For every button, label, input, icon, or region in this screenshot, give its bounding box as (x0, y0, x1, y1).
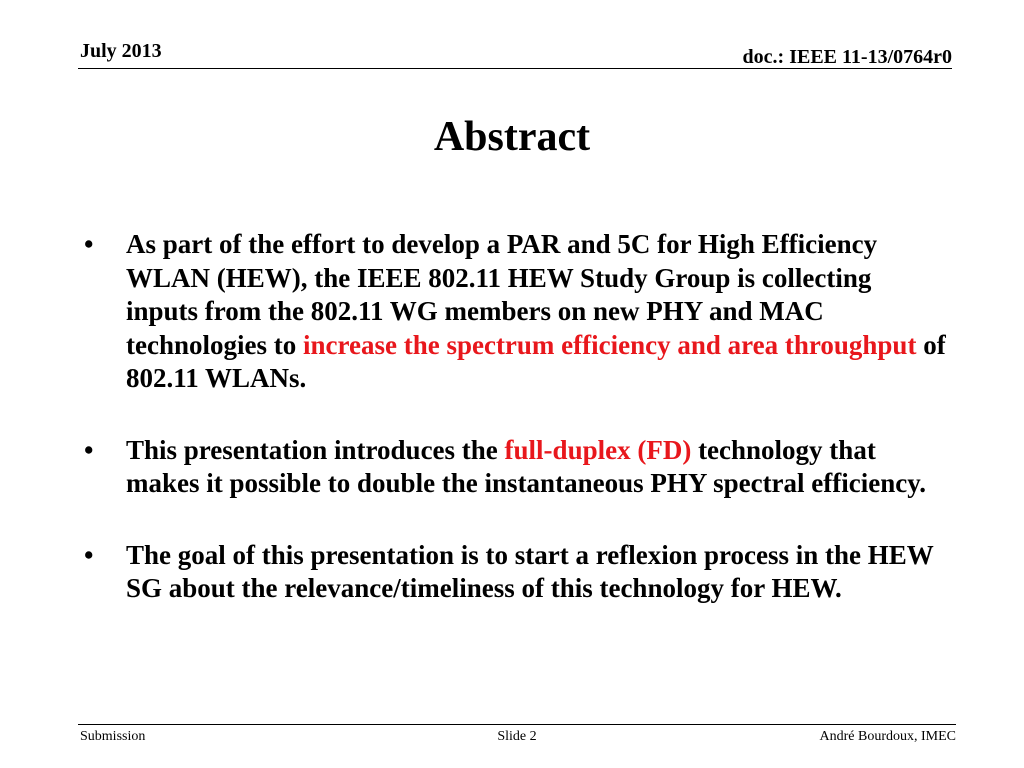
header-date: July 2013 (80, 40, 162, 62)
bullet-text-segment: This presentation introduces the (126, 434, 505, 465)
footer-author: André Bourdoux, IMEC (819, 729, 956, 744)
bullet-item (84, 434, 946, 501)
footer-divider (78, 724, 956, 725)
slide-title: Abstract (433, 114, 591, 160)
bullet-item (84, 228, 946, 396)
bullet-dot: • (84, 229, 94, 259)
bullet-text-segment: of 802.11 WLANs. (126, 329, 946, 393)
bullet-list (84, 228, 946, 644)
bullet-dot: • (84, 539, 94, 570)
bullet-text-segment: technology that makes it possible to double the instantaneous PHY spectral efficiency. (126, 434, 926, 498)
footer-slide-number: Slide 2 (497, 729, 537, 744)
footer-submission: Submission (80, 729, 146, 744)
bullet-highlight-segment: full-duplex (FD) (504, 434, 692, 465)
bullet-highlight-segment: increase the spectrum efficiency and area throughput (302, 329, 917, 360)
bullet-dot: • (84, 434, 94, 465)
bullet-item (84, 539, 946, 606)
header-doc-id: doc.: IEEE 11-13/0764r0 (742, 46, 952, 68)
header-divider (78, 68, 952, 69)
bullet-text-segment: As part of the effort to develop a PAR and 5C for High Efficiency WLAN (HEW), the IEEE 802.11 HEW Study Group is collecting inputs from the 802.11 WG members on new PHY and MAC technologies to (126, 229, 878, 360)
bullet-text-segment: The goal of this presentation is to start a reflexion process in the HEW SG about the relevance/timeliness of this technology for HEW. (126, 539, 934, 603)
